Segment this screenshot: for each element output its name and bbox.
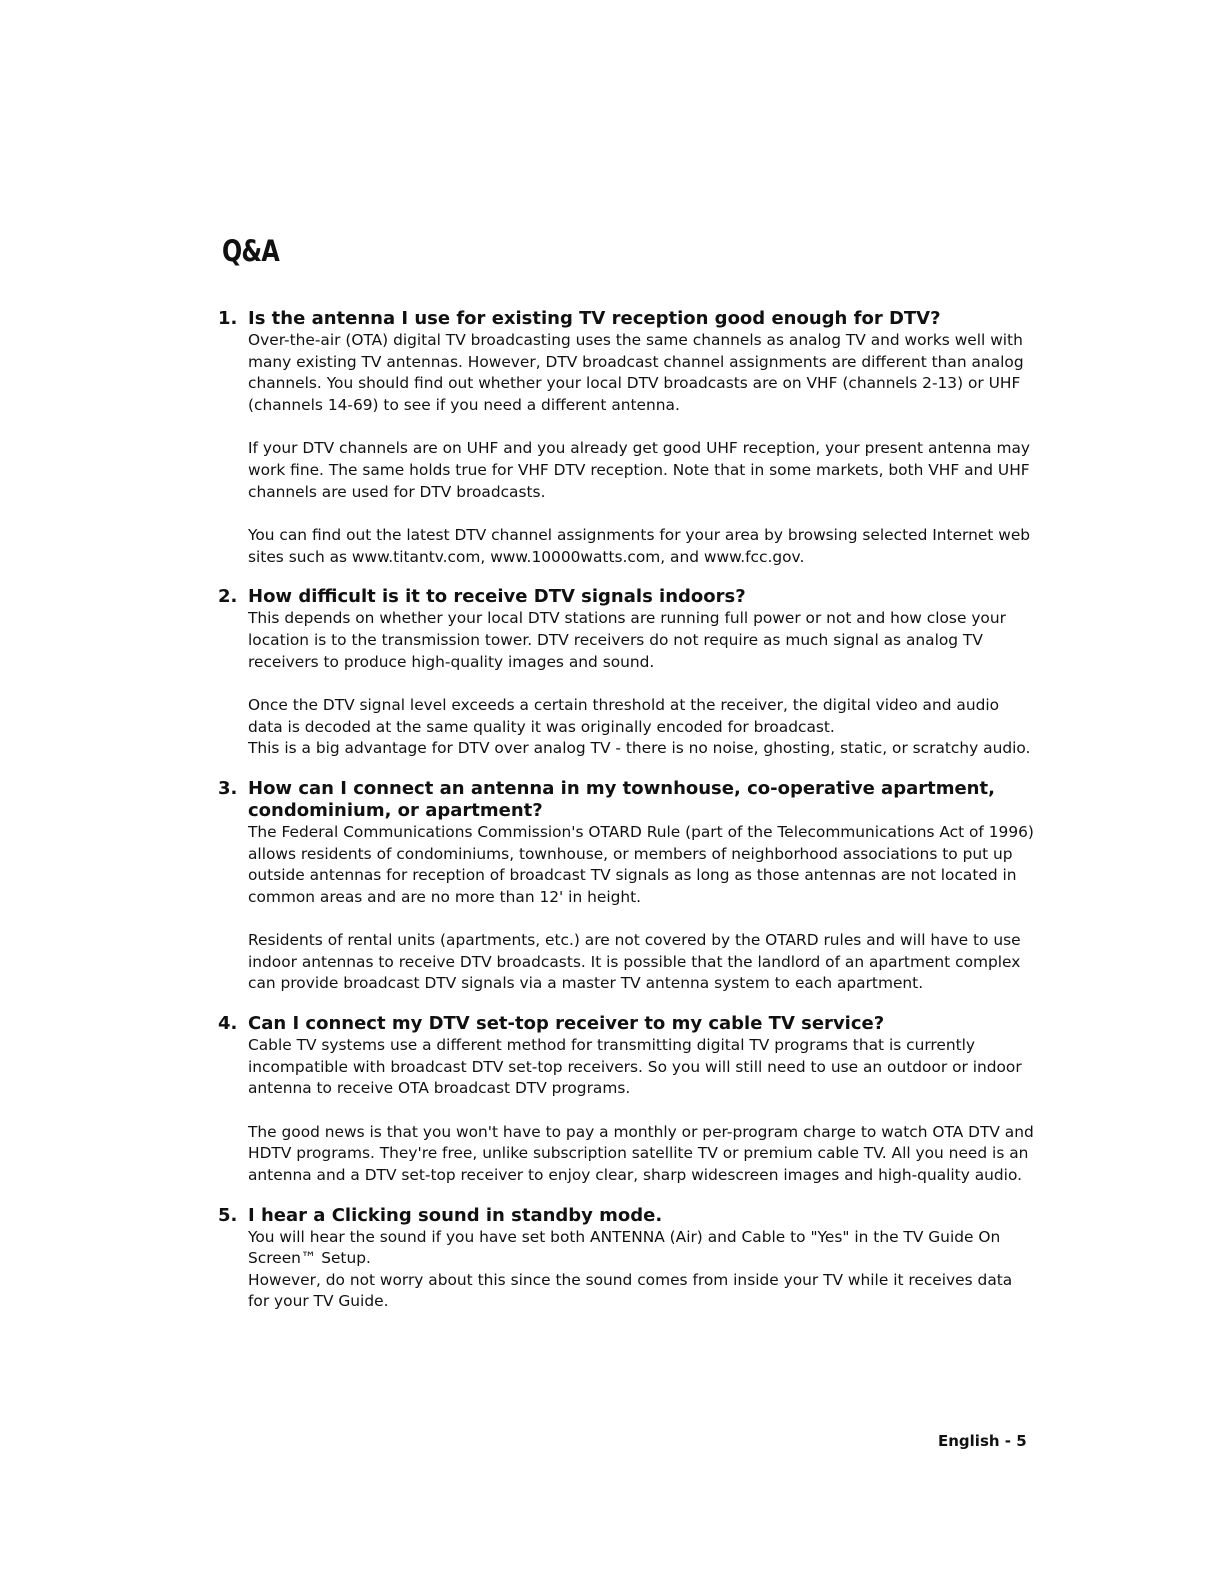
answer-paragraph: You will hear the sound if you have set both ANTENNA (Air) and Cable to "Yes" in the TV Guide On Screen™ Setup. <box>248 1227 1001 1268</box>
page-number: English - 5 <box>938 1432 1027 1450</box>
question-heading: How difficult is it to receive DTV signals indoors? <box>248 586 746 608</box>
answer <box>248 822 1038 995</box>
answer-paragraph: You can find out the latest DTV channel assignments for your area by browsing selected Internet web sites such as www.titantv.com, www.10000watts.com, and www.fcc.gov. <box>248 526 1031 566</box>
qa-item <box>218 586 1038 760</box>
qa-item <box>218 778 1038 995</box>
answer <box>248 1227 1038 1313</box>
qa-item <box>218 1013 1038 1187</box>
answer <box>248 608 1038 760</box>
qa-list <box>218 308 1038 1313</box>
question-heading: Is the antenna I use for existing TV reception good enough for DTV? <box>248 308 941 329</box>
answer-paragraph: Cable TV systems use a different method for transmitting digital TV programs that is currently incompatible with broadcast DTV set-top receivers. So you will still need to use an outdoor or indoor antenna to receive OTA broadcast DTV programs. <box>248 1036 1022 1098</box>
answer-paragraph: Residents of rental units (apartments, etc.) are not covered by the OTARD rules and will have to use indoor antennas to receive DTV broadcasts. It is possible that the landlord of an apartment complex can provide broadcast DTV signals via a master TV antenna system to each apartment. <box>248 931 1021 993</box>
question-number: 1. <box>218 308 238 329</box>
answer-paragraph: The Federal Communications Commission's OTARD Rule (part of the Telecommunications Act of 1996) allows residents of condominiums, townhouse, or members of neighborhood associations to put up outside antennas for reception of broadcast TV signals as long as those antennas are not located in common areas and are no more than 12' in height. <box>248 822 1034 906</box>
page-title: Q&A <box>222 234 279 268</box>
answer <box>248 330 1038 568</box>
answer-paragraph: This depends on whether your local DTV stations are running full power or not and how close your location is to the transmission tower. DTV receivers do not require as much signal as analog TV receivers to produce high-quality images and sound. <box>248 609 1006 671</box>
question-number: 3. <box>218 777 238 799</box>
question-number: 4. <box>218 1013 238 1035</box>
qa-item <box>218 308 1038 568</box>
answer-paragraph: The good news is that you won't have to pay a monthly or per-program charge to watch OTA DTV and HDTV programs. They're free, unlike subscription satellite TV or premium cable TV. All you need is an antenna and a DTV set-top receiver to enjoy clear, sharp widescreen images and high-quality audio. <box>248 1122 1034 1185</box>
question-heading: I hear a Clicking sound in standby mode. <box>248 1204 663 1226</box>
question-number: 2. <box>218 586 238 608</box>
answer-paragraph: This is a big advantage for DTV over analog TV - there is no noise, ghosting, static, or scratchy audio. <box>248 739 1031 758</box>
question-heading: Can I connect my DTV set-top receiver to my cable TV service? <box>248 1013 885 1035</box>
answer <box>248 1035 1038 1187</box>
answer-paragraph: If your DTV channels are on UHF and you already get good UHF reception, your present antenna may work fine. The same holds true for VHF DTV reception. Note that in some markets, both VHF and UHF channels are used for DTV broadcasts. <box>248 439 1031 501</box>
question-heading: How can I connect an antenna in my townhouse, co-operative apartment, condominium, or apartment? <box>248 777 995 821</box>
question-number: 5. <box>218 1204 238 1226</box>
answer-paragraph: Over-the-air (OTA) digital TV broadcasting uses the same channels as analog TV and works well with many existing TV antennas. However, DTV broadcast channel assignments are different than analog channels. You should find out whether your local DTV broadcasts are on VHF (channels 2-13) or UHF (channels 14-69) to see if you need a different antenna. <box>248 331 1024 414</box>
answer-paragraph: However, do not worry about this since the sound comes from inside your TV while it receives data for your TV Guide. <box>248 1270 1013 1311</box>
answer-paragraph: Once the DTV signal level exceeds a certain threshold at the receiver, the digital video and audio data is decoded at the same quality it was originally encoded for broadcast. <box>248 696 1000 736</box>
qa-item <box>218 1205 1038 1313</box>
